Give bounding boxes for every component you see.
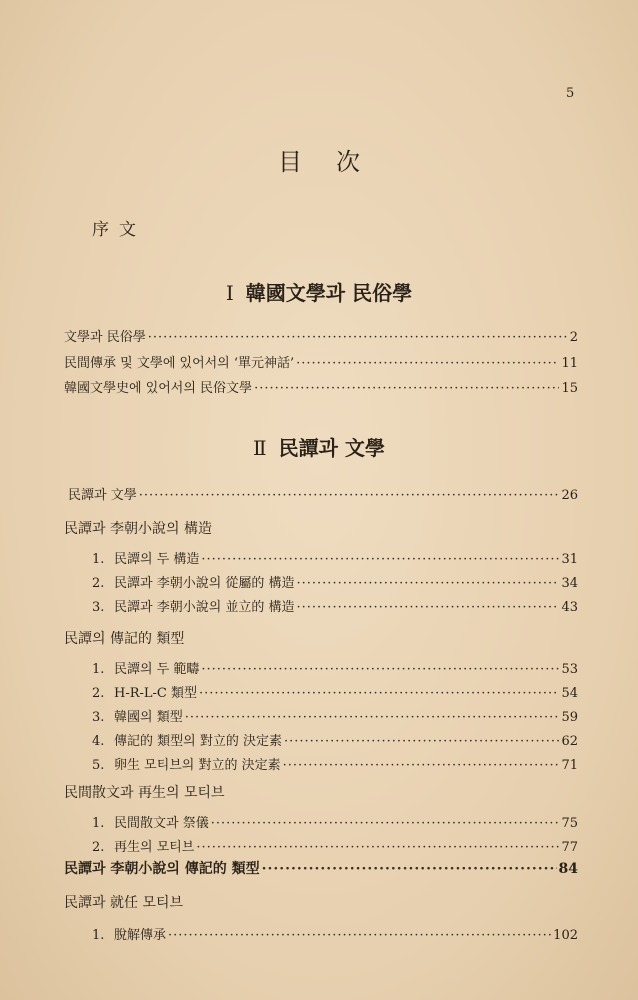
entry-page: 71	[561, 758, 578, 773]
entry-page: 59	[561, 710, 578, 725]
leader-dots	[254, 381, 559, 396]
item-number: 2.	[92, 840, 105, 855]
part-1-title	[0, 277, 638, 306]
leader-dots	[283, 758, 560, 773]
leader-dots	[262, 861, 557, 877]
leader-dots	[297, 600, 560, 615]
page-number: 5	[566, 86, 575, 101]
item-number: 5.	[92, 758, 105, 773]
entry-page: 11	[561, 356, 578, 371]
item-number: 2.	[92, 686, 105, 701]
entry-page: 31	[561, 552, 578, 567]
entry-label: 民譚과 李朝小說의 並立的 構造	[114, 600, 295, 615]
item-number: 2.	[92, 576, 105, 591]
entry-page: 84	[558, 861, 578, 877]
leader-dots	[185, 710, 560, 725]
toc-subentry	[92, 812, 578, 831]
entry-label: 傳記的 類型의 對立的 決定素	[114, 734, 282, 749]
entry-page: 54	[561, 686, 578, 701]
leader-dots	[139, 488, 560, 503]
leader-dots	[199, 686, 559, 701]
entry-label: 脫解傳承	[114, 928, 167, 943]
part-2-title	[0, 432, 638, 461]
leader-dots	[201, 662, 559, 677]
entry-label: 民譚의 두 構造	[114, 552, 200, 567]
entry-page: 26	[561, 488, 578, 503]
leader-dots	[296, 356, 559, 371]
entry-page: 15	[561, 381, 578, 396]
leader-dots	[201, 552, 559, 567]
entry-label: H-R-L-C 類型	[114, 686, 198, 701]
item-number: 3.	[92, 710, 105, 725]
toc-entry	[64, 326, 578, 345]
entry-label: 文學과 民俗學	[64, 330, 146, 345]
toc-entry	[68, 484, 578, 503]
part-1-title-text: 韓國文學과 民俗學	[245, 281, 413, 305]
toc-subentry	[92, 548, 578, 567]
part-2-title-text: 民譚과 文學	[278, 436, 385, 460]
entry-label: 韓國文學史에 있어서의 民俗文學	[64, 381, 253, 396]
toc-entry	[64, 858, 578, 878]
entry-label: 卵生 모티브의 對立的 決定素	[114, 758, 281, 773]
entry-label: 民譚의 두 範疇	[114, 662, 200, 677]
item-number: 1.	[92, 662, 105, 677]
entry-label: 民譚과 文學	[68, 488, 137, 503]
toc-subentry	[92, 706, 578, 725]
entry-page: 34	[561, 576, 578, 591]
section-heading: 民譚과 就任 모티브	[64, 895, 183, 911]
leader-dots	[211, 816, 560, 831]
entry-label: 韓國의 類型	[114, 710, 183, 725]
toc-subentry	[92, 596, 578, 615]
leader-dots	[196, 840, 559, 855]
item-number: 1.	[92, 816, 105, 831]
part-2-numeral: Ⅱ	[253, 436, 267, 460]
toc-subentry	[92, 836, 578, 855]
toc-title: 目次	[278, 148, 394, 176]
entry-label: 再生의 모티브	[114, 840, 195, 855]
item-number: 3.	[92, 600, 105, 615]
entry-page: 62	[561, 734, 578, 749]
section-heading: 民間散文과 再生의 모티브	[64, 785, 225, 801]
toc-subentry	[92, 730, 578, 749]
toc-subentry	[92, 572, 578, 591]
entry-page: 43	[561, 600, 578, 615]
preface-heading: 序文	[92, 220, 146, 240]
leader-dots	[297, 576, 560, 591]
leader-dots	[148, 330, 568, 345]
entry-label: 民譚과 李朝小說의 從屬的 構造	[114, 576, 295, 591]
entry-page: 77	[561, 840, 578, 855]
leader-dots	[284, 734, 559, 749]
entry-label: 民間散文과 祭儀	[114, 816, 209, 831]
item-number: 4.	[92, 734, 105, 749]
entry-label: 民譚과 李朝小說의 傳記的 類型	[64, 861, 260, 877]
part-1-numeral: I	[225, 281, 234, 305]
section-heading: 民譚과 李朝小說의 構造	[64, 521, 212, 537]
entry-label: 民間傳承 및 文學에 있어서의 ‘單元神話’	[64, 356, 295, 371]
leader-dots	[168, 928, 551, 943]
entry-page: 53	[561, 662, 578, 677]
entry-page: 102	[553, 928, 578, 943]
toc-entry	[64, 377, 578, 396]
section-heading: 民譚의 傳記的 類型	[64, 631, 185, 647]
entry-page: 75	[561, 816, 578, 831]
toc-subentry	[92, 924, 578, 943]
toc-entry	[64, 352, 578, 371]
item-number: 1.	[92, 928, 105, 943]
toc-subentry	[92, 658, 578, 677]
toc-subentry	[92, 754, 578, 773]
item-number: 1.	[92, 552, 105, 567]
entry-page: 2	[569, 330, 578, 345]
toc-subentry	[92, 682, 578, 701]
